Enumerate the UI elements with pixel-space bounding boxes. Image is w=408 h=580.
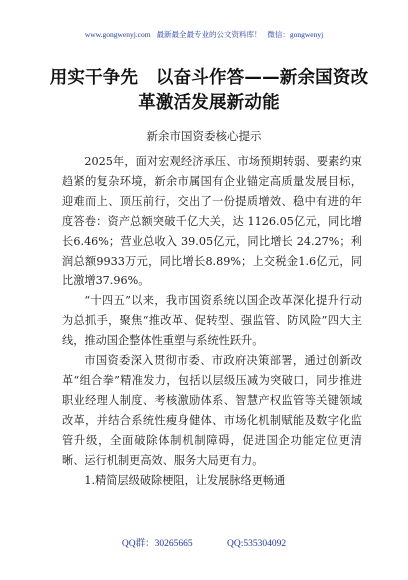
document-body	[62, 152, 362, 490]
site-header	[0, 29, 408, 43]
paragraph-3: 市国资委深入贯彻市委、市政府决策部署，通过创新改革“组合拳”精准发力，包括以层级压减为突破口，同步推进职业经理人制度、考核激励体系、智慧产权监管等关键领域改革，并结合系统性瘦身健体、市场化机制赋能及数字化监管升级，全面破除体制机制障碍，促进国企功能定位更清晰、运行机制更高效、服务大局更有力。	[62, 354, 362, 467]
site-slogan: 最新最全最专业的公文资料库！	[156, 30, 262, 39]
paragraph-1: 2025年，面对宏观经济承压、市场预期转弱、要素约束趋紧的复杂环境，新余市属国有企业锚定高质量发展目标，迎难而上、顶压前行，交出了一份提质增效、稳中有进的年度答卷：资产总额突破千亿大关，达 1126.05亿元，同比增长6.46%；营业总收入 39.05亿元，同比增长 24.27%；利润总额9933万元，同比增长8.89%；上交税金1.6亿元，同比激增37.96%。	[62, 155, 362, 288]
qq-contact: QQ:535304092	[226, 539, 287, 549]
document-subtitle: 新余市国资委核心提示	[146, 129, 262, 143]
qq-group: QQ群：30265665	[121, 539, 193, 549]
wechat-id: 微信：gongwenyj	[267, 30, 324, 39]
title-line-2: 革激活发展新动能	[138, 93, 280, 113]
section-heading-1: 1.精简层级破除梗阻，让发展脉络更畅通	[84, 473, 286, 487]
site-footer	[0, 535, 408, 549]
title-line-1: 用实干争先 以奋斗作答——新余国资改	[49, 68, 369, 88]
site-url[interactable]: www.gongwenyj.com	[84, 30, 151, 39]
paragraph-2: “十四五”以来，我市国资系统以国企改革深化提升行动为总抓手，聚焦“推改革、促转型、强监管、防风险”四大主线，推动国企整体性重塑与系统性跃升。	[62, 294, 362, 348]
document-title	[40, 66, 378, 116]
